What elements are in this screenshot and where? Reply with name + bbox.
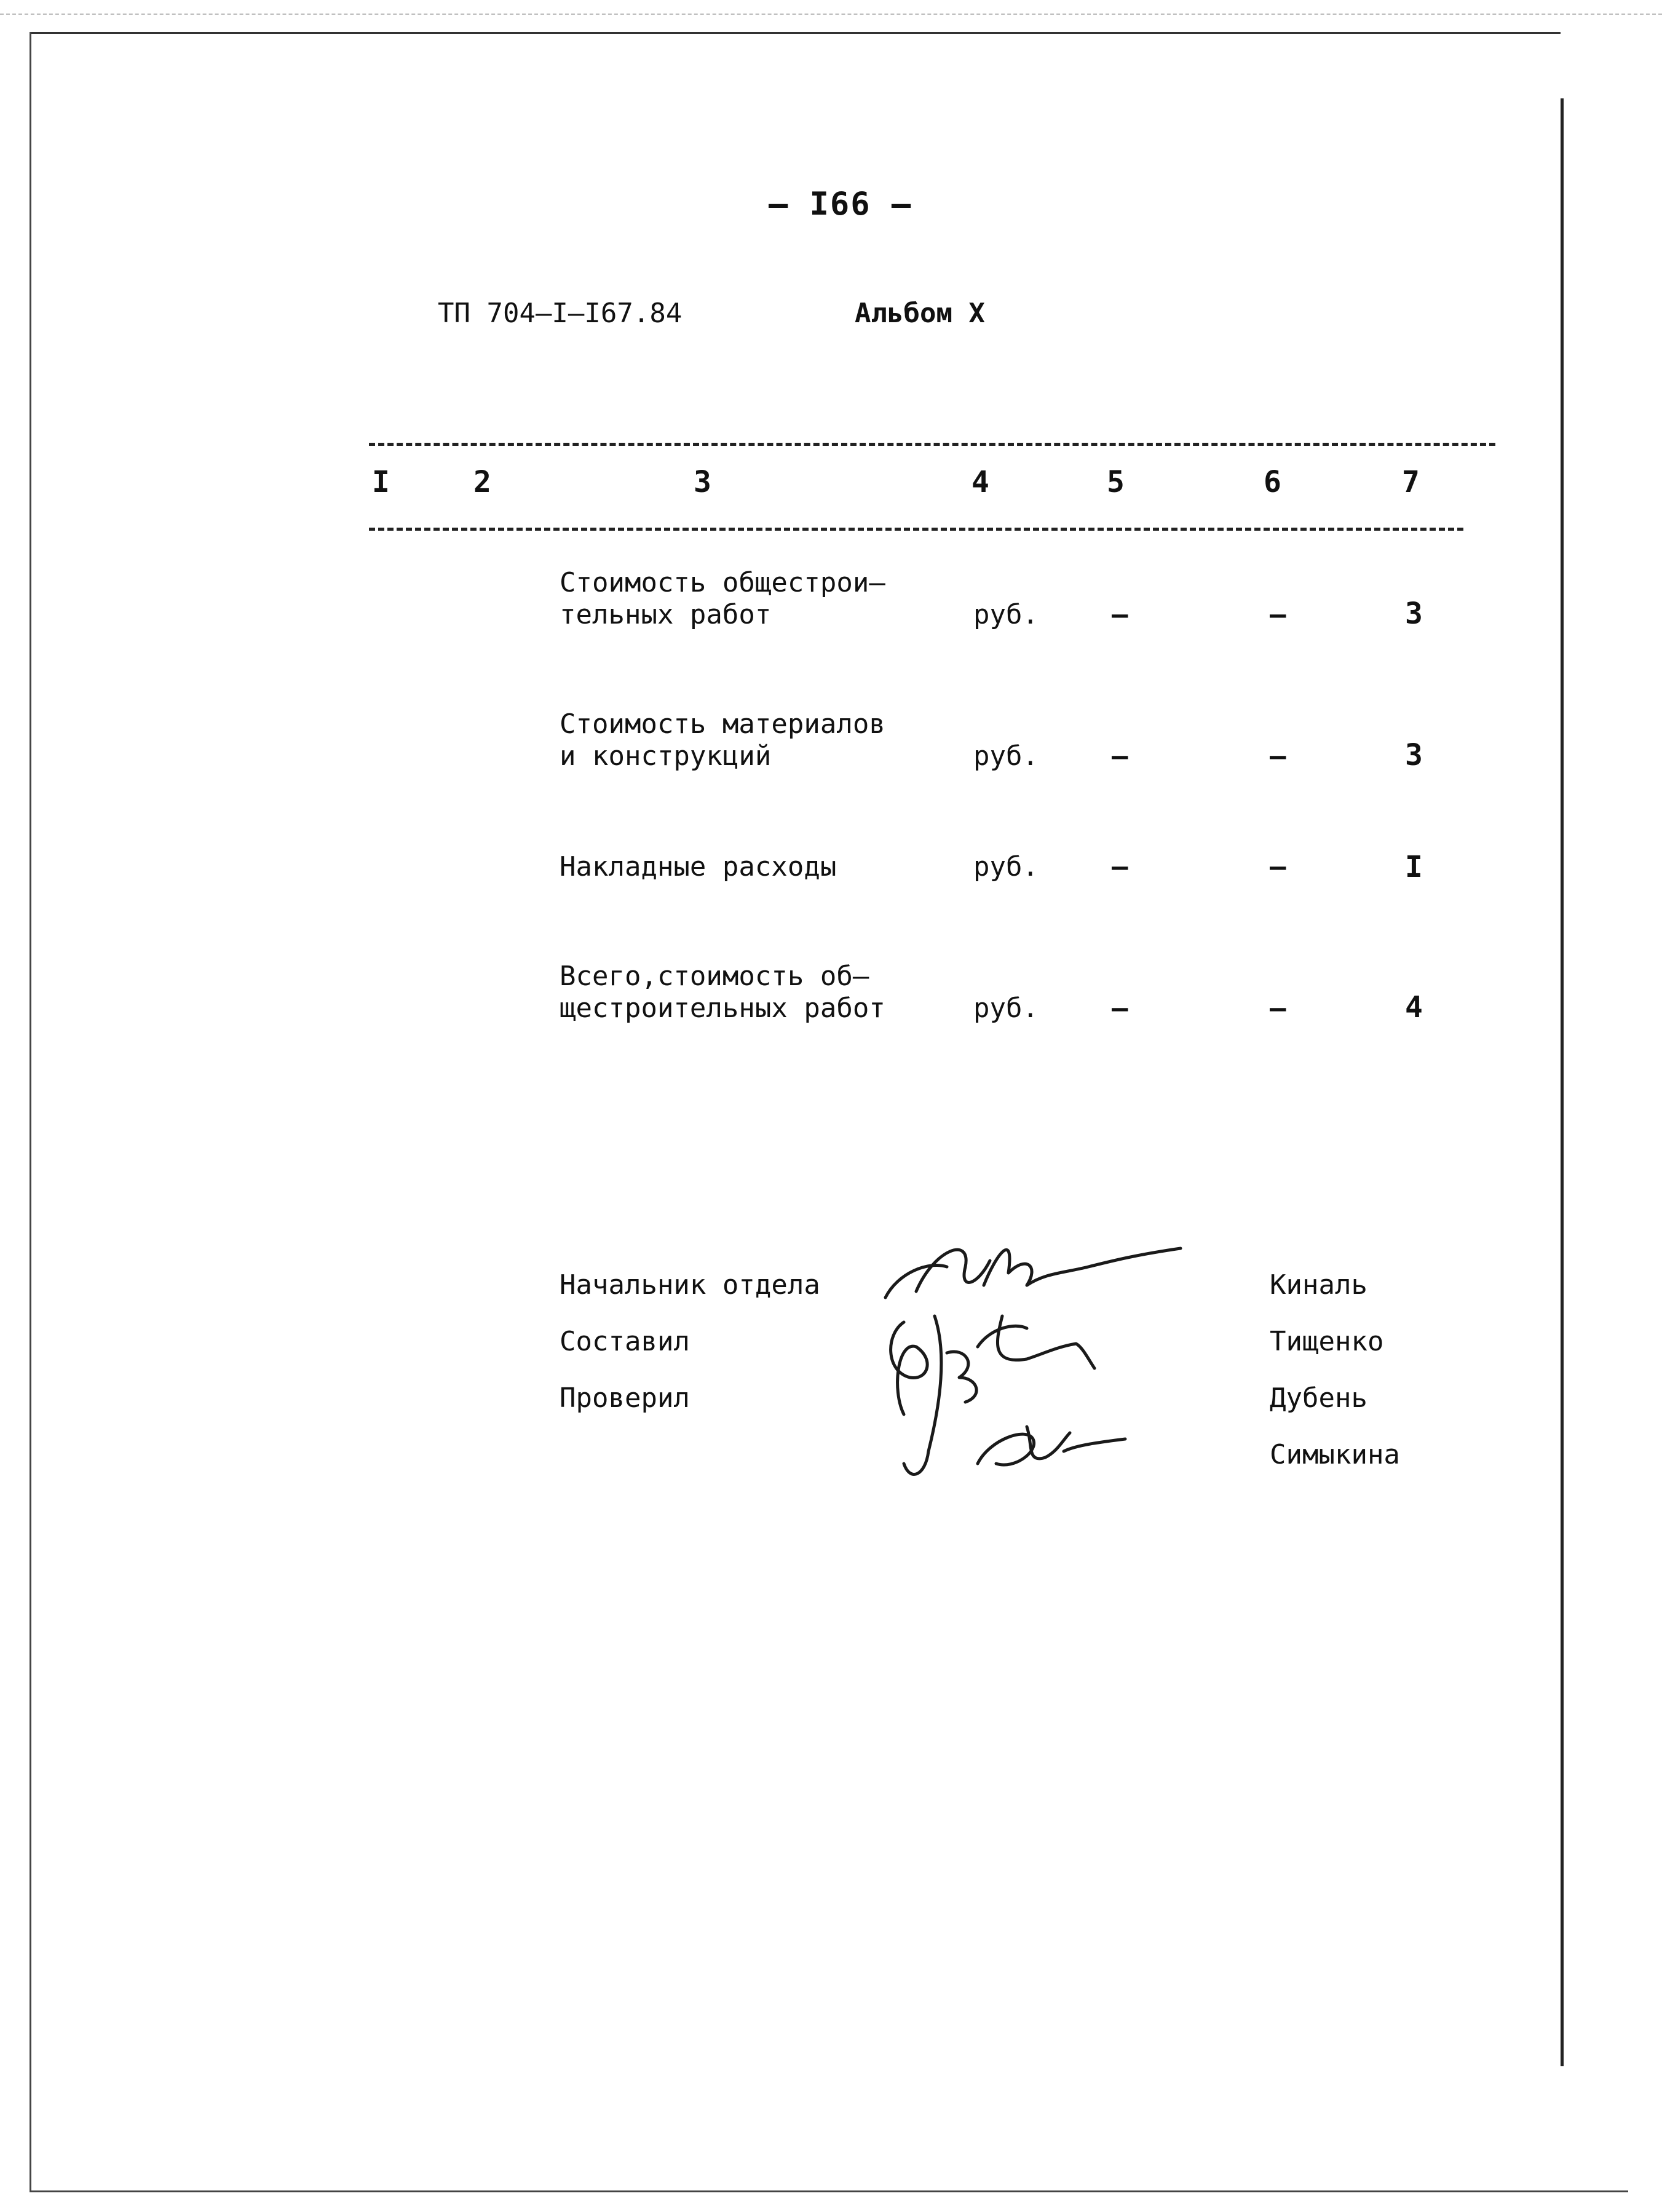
- table-row-col5: –: [1112, 740, 1128, 772]
- table-row-name: [560, 851, 836, 883]
- row-name-line: Накладные расходы: [560, 851, 837, 882]
- signatory-name: Симыкина: [1270, 1439, 1400, 1470]
- table-row-col5: –: [1112, 599, 1128, 630]
- column-header-2: 2: [473, 465, 491, 499]
- signature-label-compiled: Составил: [560, 1326, 690, 1357]
- column-header-6: 6: [1264, 465, 1281, 499]
- table-row-col7: 4: [1405, 990, 1423, 1025]
- album-label: Альбом X: [855, 298, 985, 329]
- table-row-unit: руб.: [973, 599, 1039, 630]
- signature-compiled: [978, 1316, 1094, 1368]
- table-row-col7: 3: [1405, 597, 1423, 631]
- handwritten-signatures: [842, 1193, 1187, 1513]
- table-row-col7: 3: [1405, 738, 1423, 772]
- table-rule-header: [369, 528, 1463, 531]
- signature-head: [885, 1248, 1181, 1298]
- signature-label-head: Начальник отдела: [560, 1269, 820, 1301]
- row-name-line: Стоимость общестрои–: [560, 567, 885, 598]
- column-header-7: 7: [1402, 465, 1420, 499]
- row-name-line: щестроительных работ: [560, 993, 885, 1024]
- row-name-line: Стоимость материалов: [560, 708, 885, 740]
- signature-label-checked: Проверил: [560, 1382, 690, 1414]
- table-row-unit: руб.: [973, 851, 1039, 882]
- table-row-col6: –: [1270, 993, 1286, 1024]
- frame-border-right: [1561, 98, 1564, 2066]
- table-row-name: [560, 567, 885, 631]
- table-row-col6: –: [1270, 851, 1286, 882]
- column-header-1: I: [372, 465, 390, 499]
- column-header-4: 4: [971, 465, 989, 499]
- row-name-line: Всего,стоимость об–: [560, 961, 869, 992]
- signatory-name: Тищенко: [1270, 1326, 1384, 1357]
- frame-border-left: [30, 32, 31, 2192]
- table-row-name: [560, 961, 885, 1025]
- frame-border-bottom: [30, 2190, 1628, 2192]
- table-row-col6: –: [1270, 599, 1286, 630]
- table-row-col5: –: [1112, 851, 1128, 882]
- table-row-col5: –: [1112, 993, 1128, 1024]
- column-header-3: 3: [694, 465, 711, 499]
- row-name-line: и конструкций: [560, 740, 772, 772]
- table-row-unit: руб.: [973, 993, 1039, 1024]
- table-row-unit: руб.: [973, 740, 1039, 772]
- table-row-col7: I: [1405, 850, 1423, 884]
- document-code: ТП 704–I–I67.84: [438, 298, 683, 329]
- column-header-5: 5: [1107, 465, 1125, 499]
- scan-edge: [0, 14, 1662, 15]
- signature-verified: [978, 1427, 1125, 1465]
- signature-checked: [891, 1316, 976, 1474]
- frame-border-top: [30, 32, 1561, 34]
- signatory-name: Киналь: [1270, 1269, 1367, 1301]
- table-row-col6: –: [1270, 740, 1286, 772]
- table-rule-top: [369, 443, 1495, 446]
- row-name-line: тельных работ: [560, 599, 772, 630]
- signatory-name: Дубень: [1270, 1382, 1367, 1414]
- table-row-name: [560, 708, 885, 772]
- page-number: – I66 –: [769, 186, 912, 223]
